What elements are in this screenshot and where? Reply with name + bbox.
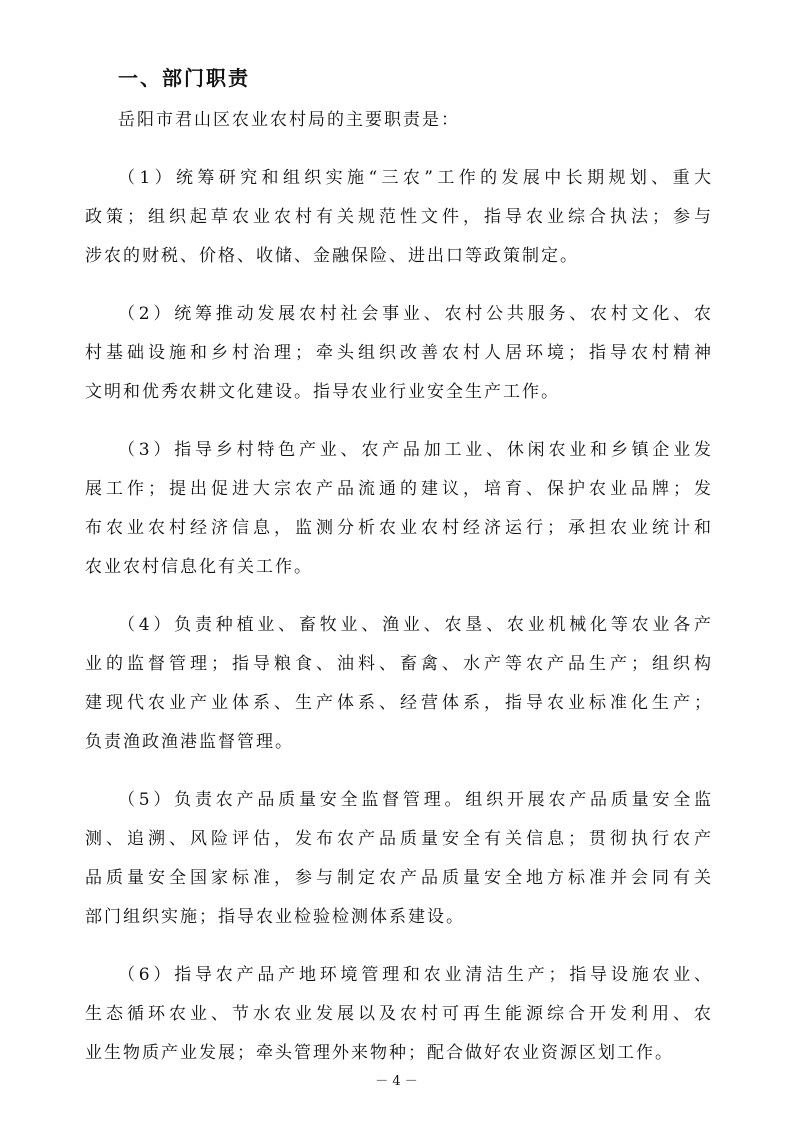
paragraph-line: 村基础设施和乡村治理；牵头组织改善农村人居环境；指导农村精神 [85, 343, 713, 363]
page-number: － 4 － [375, 1074, 418, 1089]
paragraph-line: 负责渔政渔港监督管理。 [85, 732, 294, 752]
paragraph-line: 测、追溯、风险评估，发布农产品质量安全有关信息；贯彻执行农产 [85, 829, 713, 849]
paragraph-line: 文明和优秀农耕文化建设。指导农业行业安全生产工作。 [85, 382, 560, 402]
paragraph-line: 岳阳市君山区农业农村局的主要职责是： [118, 110, 460, 130]
paragraph-line: 展工作；提出促进大宗农产品流通的建议，培育、保护农业品牌；发 [85, 479, 713, 499]
paragraph-line: （6）指导农产品产地环境管理和农业清洁生产；指导设施农业、 [118, 965, 713, 985]
paragraph-line: 政策；组织起草农业农村有关规范性文件，指导农业综合执法；参与 [85, 207, 713, 227]
paragraph-line: 部门组织实施；指导农业检验检测体系建设。 [85, 907, 465, 927]
paragraph-line: 布农业农村经济信息，监测分析农业农村经济运行；承担农业统计和 [85, 518, 713, 538]
paragraph-line: 建现代农业产业体系、生产体系、经营体系，指导农业标准化生产； [85, 693, 713, 713]
paragraph-line: （2）统筹推动发展农村社会事业、农村公共服务、农村文化、农 [118, 304, 713, 324]
paragraph-line: （5）负责农产品质量安全监督管理。组织开展农产品质量安全监 [118, 790, 713, 810]
paragraph-line: 生态循环农业、节水农业发展以及农村可再生能源综合开发利用、农 [85, 1004, 713, 1024]
paragraph-line: 品质量安全国家标准，参与制定农产品质量安全地方标准并会同有关 [85, 868, 713, 888]
paragraph-line: （4）负责种植业、畜牧业、渔业、农垦、农业机械化等农业各产 [118, 615, 713, 635]
paragraph-line: （1）统筹研究和组织实施“三农”工作的发展中长期规划、重大 [118, 168, 713, 188]
section-heading: 一、部门职责 [118, 66, 250, 90]
paragraph-line: 农业农村信息化有关工作。 [85, 557, 313, 577]
paragraph-line: 业生物质产业发展；牵头管理外来物种；配合做好农业资源区划工作。 [85, 1043, 674, 1063]
paragraph-line: （3）指导乡村特色产业、农产品加工业、休闲农业和乡镇企业发 [118, 440, 713, 460]
paragraph-line: 涉农的财税、价格、收储、金融保险、进出口等政策制定。 [85, 246, 579, 266]
paragraph-line: 业的监督管理；指导粮食、油料、畜禽、水产等农产品生产；组织构 [85, 654, 713, 674]
